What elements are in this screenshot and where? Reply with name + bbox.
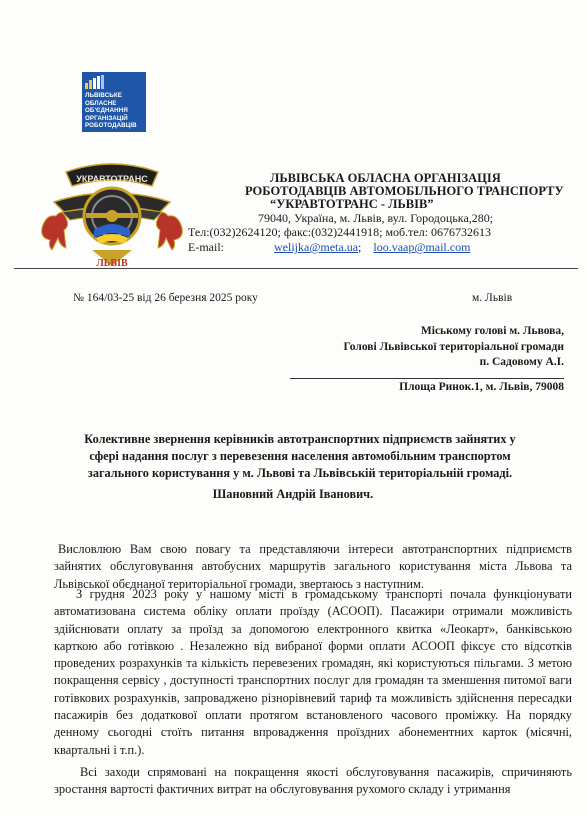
association-logo-text bbox=[85, 92, 145, 130]
email-link-1[interactable]: welijka@meta.ua bbox=[274, 240, 359, 254]
org-phones: Тел:(032)2624120; факс:(032)2441918; моб.тел: 0676732613 bbox=[188, 225, 492, 239]
association-logo bbox=[82, 72, 146, 132]
letter-reference: № 164/03-25 від 26 березня 2025 року bbox=[73, 292, 258, 304]
logo-line-2: ОБЛАСНЕ bbox=[85, 99, 117, 107]
recipient-line-1: Міському голові м. Львова, bbox=[420, 325, 564, 337]
letter-subject: Колективне звернення керівників автотранспортних підприємств зайнятих у сфері надання послуг з перевезення населення автомобільним транспортом загального користування у м. Львові та Львівській територіальній громаді. bbox=[84, 432, 516, 480]
bar-chart-logo-icon bbox=[85, 75, 105, 89]
org-name-line-1: ЛЬВІВСЬКА ОБЛАСНА ОРГАНІЗАЦІЯ bbox=[270, 171, 501, 185]
lion-right-icon bbox=[156, 212, 182, 250]
steering-wheel-icon bbox=[84, 188, 140, 244]
body-paragraph-3: Всі заходи спрямовані на покращення якості обслуговування пасажирів, спричиняють зростання вартості фактичних витрат на обслуговування рухомого складу і утримання bbox=[54, 765, 572, 797]
org-address: 79040, Україна, м. Львів, вул. Городоцька,280; bbox=[258, 211, 494, 225]
letter-greeting: Шановний Андрій Іванович. bbox=[212, 487, 374, 501]
body-paragraph-2: З грудня 2023 року у нашому місті в громадському транспорті почала функціонувати автоматизована система обліку оплати проїзду (АСООП). Пасажири отримали можливість здійснювати оплату за проїзд за допомогою електронного квитка «Леокарт», банківською карткою або готівкою . Незалежно від вибраної форми оплати АСООП фіксує сто відсотків проведених розрахунків та кількість перевезених громадян, які користуються пільгами. З метою покращення сервісу , доступності транспортних послуг для громадян та зменшення питомої ваги готівкових розрахунків, запроваджено різнорівневий тариф та можливість здійснення пересадки пасажирів без додаткової оплати протягом встановленого часового проміжку. На порядку денному сьогодні стоїть питання впровадження проїздних абонементних карток (місячні, квартальні і т.п.). bbox=[54, 587, 572, 757]
lion-left-icon bbox=[42, 212, 68, 250]
logo-line-1: ЛЬВІВСЬКЕ bbox=[85, 92, 122, 99]
recipient-rule bbox=[290, 378, 564, 379]
logo-line-3: ОБ'ЄДНАННЯ bbox=[85, 107, 128, 115]
email-separator: ; bbox=[358, 240, 362, 254]
logo-line-5: РОБОТОДАВЦІВ bbox=[85, 122, 137, 130]
emblem-bottom-text: ЛЬВІВ bbox=[96, 258, 128, 269]
recipient-line-2: Голові Львівської територіальної громади bbox=[343, 341, 564, 353]
logo-line-4: ОРГАНІЗАЦІЙ bbox=[85, 114, 128, 122]
email-label: E-mail: bbox=[188, 240, 224, 254]
body-paragraph-1: Висловлюю Вам свою повагу та представляючи інтереси автотранспортних підприємств зайнятих обслуговування автобусних маршрутів загального користування міста Львова та Львівської обєднаної територіальної громади, звертаюсь з наступним. bbox=[54, 542, 572, 591]
org-emails bbox=[188, 240, 470, 255]
recipient-address: Площа Ринок.1, м. Львів, 79008 bbox=[399, 381, 564, 393]
ukravtotrans-emblem bbox=[34, 150, 190, 270]
emblem-top-text: УКРАВТОТРАНС bbox=[76, 174, 148, 184]
org-name-line-2: РОБОТОДАВЦІВ АВТОМОБІЛЬНОГО ТРАНСПОРТУ bbox=[245, 184, 564, 198]
email-link-2[interactable]: loo.vaap@mail.com bbox=[373, 240, 471, 254]
header-divider bbox=[14, 268, 578, 269]
org-name-line-3: “УКРАВТОТРАНС - ЛЬВІВ” bbox=[270, 197, 434, 211]
recipient-line-3: п. Садовому А.І. bbox=[479, 356, 564, 368]
letter-city: м. Львів bbox=[472, 292, 513, 304]
